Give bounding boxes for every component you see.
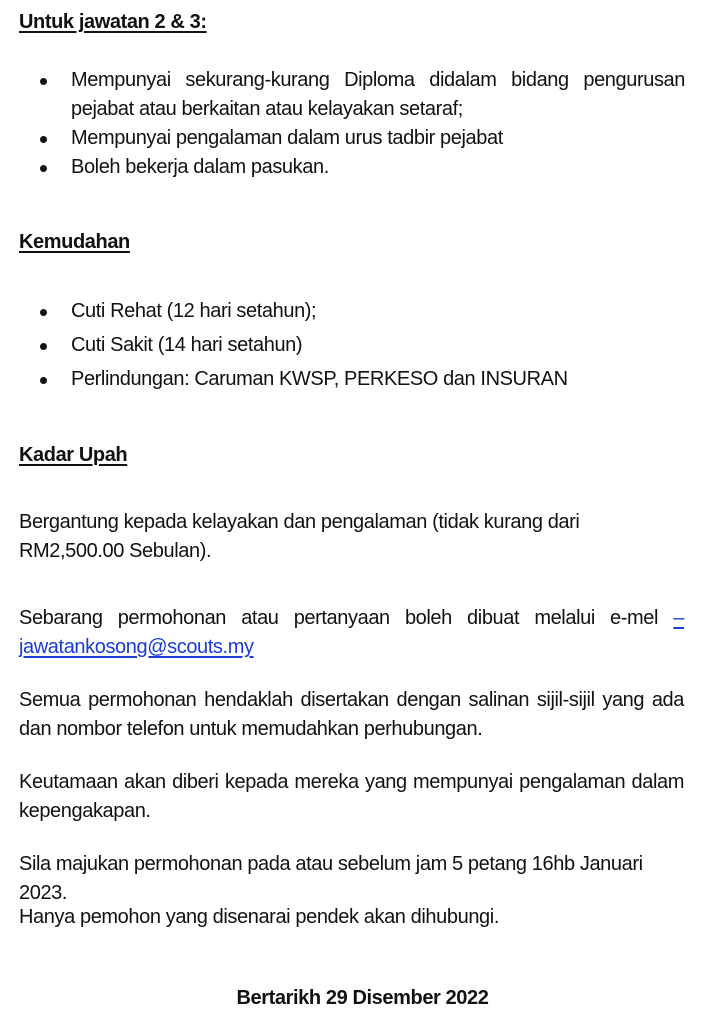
paragraph-documents: Semua permohonan hendaklah disertakan dengan salinan sijil-sijil yang ada dan nombor telefon untuk memudahkan perhubungan.	[19, 689, 684, 740]
list-item	[40, 331, 685, 360]
bullet-icon	[40, 377, 47, 384]
benefits-list	[40, 297, 685, 394]
contact-paragraph	[19, 604, 684, 662]
list-item-text: Boleh bekerja dalam pasukan.	[71, 156, 329, 178]
list-item	[40, 297, 685, 326]
list-item-text: Mempunyai sekurang-kurang Diploma didalam bidang pengurusan pejabat atau berkaitan atau kelayakan setaraf;	[71, 69, 685, 120]
document-date: Bertarikh 29 Disember 2022	[236, 987, 489, 1009]
section-heading-kemudahan: Kemudahan	[19, 231, 130, 253]
contact-text: Sebarang permohonan atau pertanyaan boleh dibuat melalui e-mel	[19, 607, 659, 629]
paragraph-shortlist: Hanya pemohon yang disenarai pendek akan dihubungi.	[19, 906, 499, 928]
bullet-icon	[40, 343, 47, 350]
list-item-text: Mempunyai pengalaman dalam urus tadbir pejabat	[71, 127, 503, 149]
wage-paragraph: Bergantung kepada kelayakan dan pengalaman (tidak kurang dari RM2,500.00 Sebulan).	[19, 511, 580, 562]
bullet-icon	[40, 78, 47, 85]
bullet-icon	[40, 136, 47, 143]
bullet-icon	[40, 309, 47, 316]
section-heading-jawatan: Untuk jawatan 2 & 3:	[19, 11, 207, 33]
list-item	[40, 124, 685, 153]
section-heading-kadar-upah: Kadar Upah	[19, 444, 128, 466]
list-item-text: Perlindungan: Caruman KWSP, PERKESO dan INSURAN	[71, 368, 568, 390]
bullet-icon	[40, 165, 47, 172]
list-item-text: Cuti Sakit (14 hari setahun)	[71, 334, 303, 356]
list-item	[40, 153, 685, 182]
list-item	[40, 66, 685, 124]
list-item-text: Cuti Rehat (12 hari setahun);	[71, 300, 317, 322]
list-item	[40, 365, 685, 394]
paragraph-deadline: Sila majukan permohonan pada atau sebelum jam 5 petang 16hb Januari 2023.	[19, 853, 643, 904]
paragraph-priority: Keutamaan akan diberi kepada mereka yang mempunyai pengalaman dalam kepengakapan.	[19, 771, 684, 822]
email-dash-link[interactable]: –	[673, 607, 684, 629]
email-link[interactable]: jawatankosong@scouts.my	[19, 636, 254, 658]
requirements-list	[40, 66, 685, 182]
